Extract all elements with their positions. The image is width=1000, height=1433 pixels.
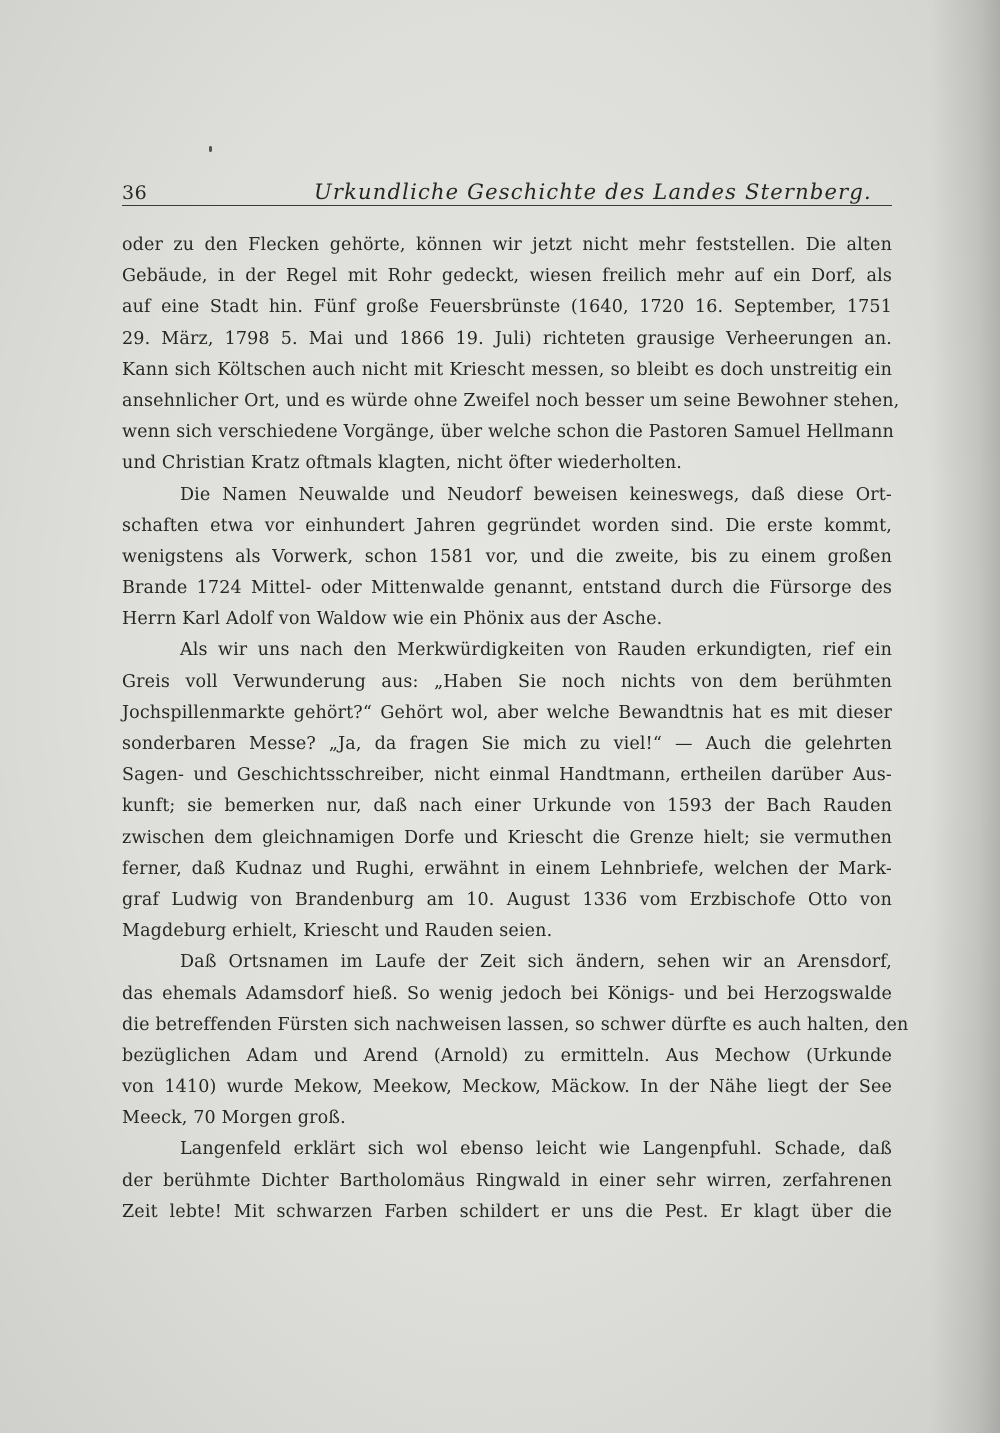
text-line: ferner, daß Kudnaz und Rughi, erwähnt in einem Lehnbriefe, welchen der Mark-	[122, 858, 892, 879]
text-line: Die Namen Neuwalde und Neudorf beweisen keineswegs, daß diese Ort-	[180, 484, 892, 505]
text-line: Sagen- und Geschichtsschreiber, nicht einmal Handtmann, ertheilen darüber Aus-	[122, 765, 892, 786]
text-line: und Christian Kratz oftmals klagten, nicht öfter wiederholten.	[122, 453, 682, 474]
running-head	[122, 176, 892, 206]
text-line: wenn sich verschiedene Vorgänge, über welche schon die Pastoren Samuel Hellmann	[122, 422, 894, 443]
text-line: Gebäude, in der Regel mit Rohr gedeckt, wiesen freilich mehr auf ein Dorf, als	[122, 266, 892, 287]
text-line: Daß Ortsnamen im Laufe der Zeit sich ändern, sehen wir an Arensdorf,	[180, 952, 892, 973]
text-line: Als wir uns nach den Merkwürdigkeiten von Rauden erkundigten, rief ein	[180, 640, 892, 661]
text-line: Langenfeld erklärt sich wol ebenso leicht wie Langenpfuhl. Schade, daß	[180, 1139, 892, 1160]
text-line: Herrn Karl Adolf von Waldow wie ein Phönix aus der Asche.	[122, 609, 663, 630]
text-line: Kann sich Költschen auch nicht mit Kriescht messen, so bleibt es doch unstreitig ein	[122, 359, 892, 380]
text-line: ansehnlicher Ort, und es würde ohne Zweifel noch besser um seine Bewohner stehen,	[122, 390, 900, 411]
text-line: Zeit lebte! Mit schwarzen Farben schildert er uns die Pest. Er klagt über die	[122, 1201, 892, 1222]
page-edge-shadow	[930, 0, 1000, 1433]
text-line: schaften etwa vor einhundert Jahren gegründet worden sind. Die erste kommt,	[122, 515, 892, 536]
text-line: sonderbaren Messe? „Ja, da fragen Sie mich zu viel!“ — Auch die gelehrten	[122, 734, 892, 754]
text-line: kunft; sie bemerken nur, daß nach einer Urkunde von 1593 der Bach Rauden	[122, 796, 892, 817]
text-line: graf Ludwig von Brandenburg am 10. August 1336 vom Erzbischofe Otto von	[122, 889, 892, 910]
body-text	[122, 230, 909, 1228]
text-line: Jochspillenmarkte gehört?“ Gehört wol, aber welche Bewandtnis hat es mit dieser	[122, 702, 892, 723]
text-line: die betreffenden Fürsten sich nachweisen lassen, so schwer dürfte es auch halten, den	[122, 1014, 909, 1035]
text-line: der berühmte Dichter Bartholomäus Ringwald in einer sehr wirren, zerfahrenen	[122, 1170, 892, 1191]
header-rule	[122, 205, 892, 206]
ink-speck	[209, 146, 212, 152]
text-line: zwischen dem gleichnamigen Dorfe und Kriescht die Grenze hielt; sie vermuthen	[122, 827, 892, 848]
text-line: Greis voll Verwunderung aus: „Haben Sie noch nichts von dem berühmten	[122, 671, 892, 692]
page-number: 36	[122, 182, 148, 204]
text-line: das ehemals Adamsdorf hieß. So wenig jedoch bei Königs- und bei Herzogswalde	[122, 983, 892, 1004]
running-title: Urkundliche Geschichte des Landes Sternberg.	[314, 180, 872, 204]
text-line: Brande 1724 Mittel- oder Mittenwalde genannt, entstand durch die Fürsorge des	[122, 578, 892, 599]
text-line: bezüglichen Adam und Arend (Arnold) zu ermitteln. Aus Mechow (Urkunde	[122, 1045, 892, 1066]
text-line: oder zu den Flecken gehörte, können wir jetzt nicht mehr feststellen. Die alten	[122, 235, 892, 255]
text-line: auf eine Stadt hin. Fünf große Feuersbrünste (1640, 1720 16. September, 1751	[122, 297, 892, 318]
text-line: Meeck, 70 Morgen groß.	[122, 1108, 346, 1129]
text-line: Magdeburg erhielt, Kriescht und Rauden seien.	[122, 921, 553, 942]
text-line: 29. März, 1798 5. Mai und 1866 19. Juli) richteten grausige Verheerungen an.	[122, 328, 892, 349]
text-line: wenigstens als Vorwerk, schon 1581 vor, und die zweite, bis zu einem großen	[122, 546, 892, 567]
text-line: von 1410) wurde Mekow, Meekow, Meckow, Mäckow. In der Nähe liegt der See	[122, 1077, 892, 1098]
